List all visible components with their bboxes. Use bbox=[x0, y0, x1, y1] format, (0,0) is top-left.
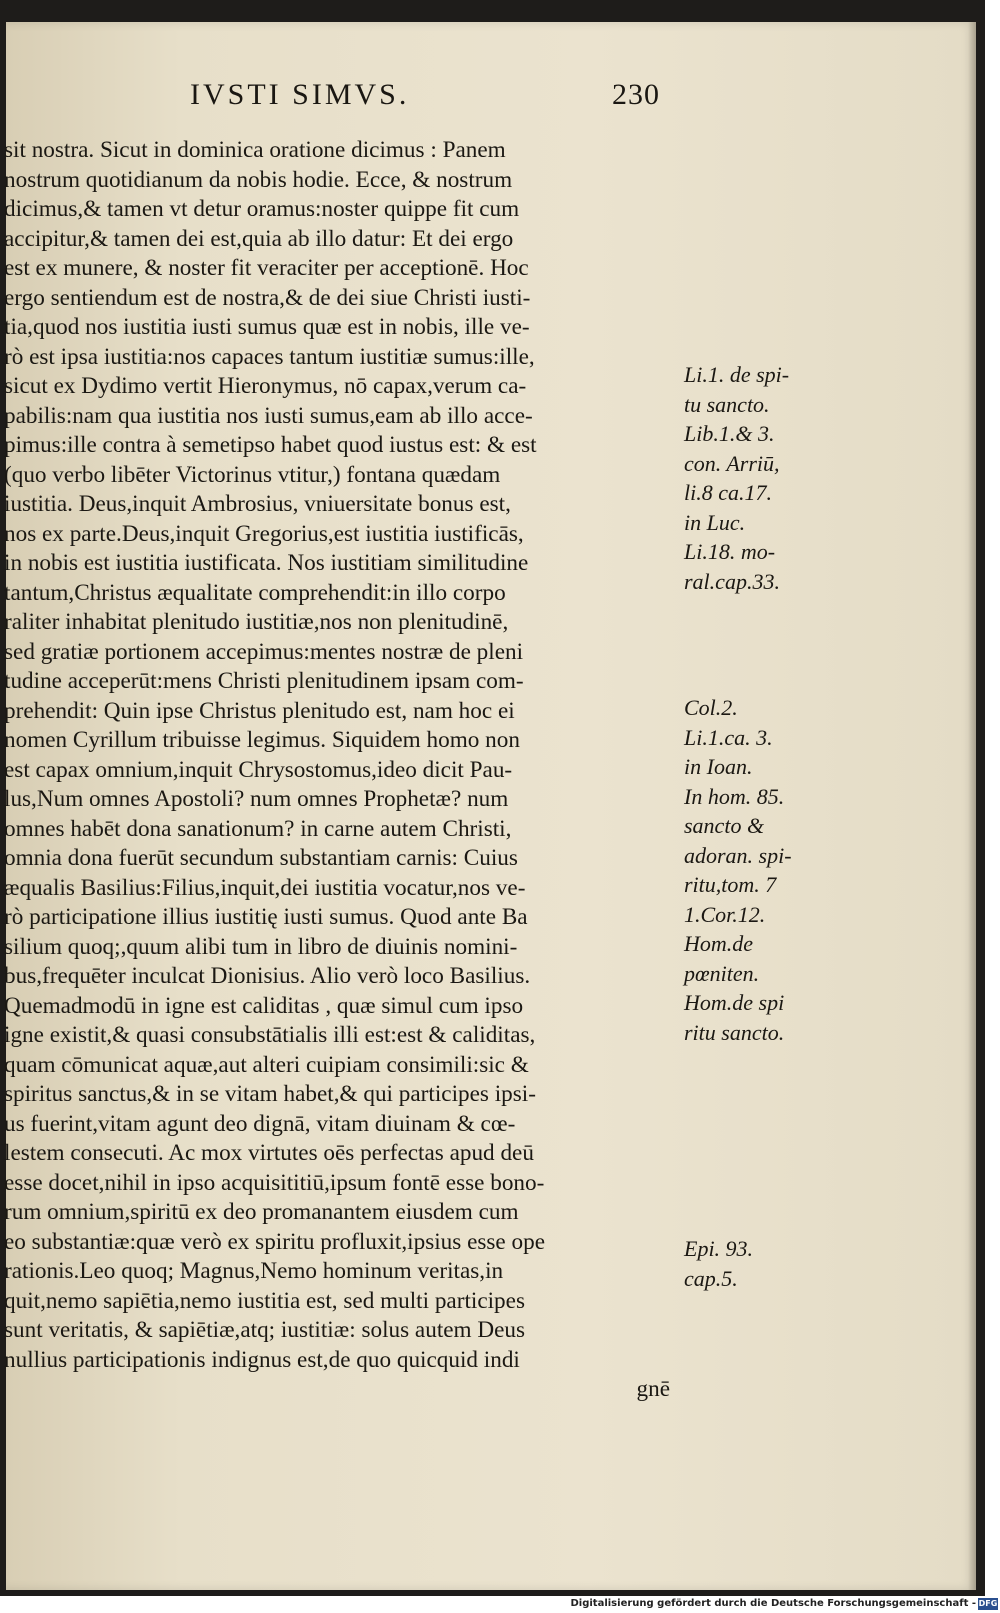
text-line: Quemadmodū in igne est caliditas , quæ simul cum ipso bbox=[4, 992, 524, 1019]
text-line: bus,frequēter inculcat Dionisius. Alio verò loco Basilius. bbox=[4, 963, 531, 989]
margin-note-group bbox=[684, 693, 834, 1047]
text-line: lestem consecuti. Ac mox virtutes oēs perfectas apud deū bbox=[4, 1140, 534, 1166]
margin-note: In hom. 85. bbox=[684, 783, 785, 809]
text-line: sit nostra. Sicut in dominica oratione dicimus : Panem bbox=[4, 137, 506, 163]
text-line: sed gratiæ portionem accepimus:mentes nostræ de pleni bbox=[4, 638, 524, 665]
text-line: prehendit: Quin ipse Christus plenitudo est, nam hoc ei bbox=[4, 697, 515, 724]
text-line: est capax omnium,inquit Chrysostomus,ideo dicit Pau- bbox=[4, 756, 513, 783]
text-line: æqualis Basilius:Filius,inquit,dei iustitia vocatur,nos ve- bbox=[4, 874, 526, 901]
margin-note: Li.1. de spi- bbox=[684, 362, 790, 387]
text-line: sunt veritatis, & sapiētiæ,atq; iustitiæ: solus autem Deus bbox=[4, 1317, 526, 1343]
margin-note: Epi. 93. bbox=[684, 1236, 754, 1261]
margin-note: tu sancto. bbox=[684, 391, 770, 417]
text-line: omnia dona fuerūt secundum substantiam carnis: Cuius bbox=[4, 845, 518, 871]
text-line: ergo sentiendum est de nostra,& de dei siue Christi iusti- bbox=[4, 284, 531, 311]
text-line: tantum,Christus æqualitate comprehendit:in illo corpo bbox=[4, 579, 506, 606]
text-line: igne existit,& quasi consubstātialis illi est:est & caliditas, bbox=[4, 1022, 536, 1048]
margin-note: sancto & bbox=[684, 813, 765, 838]
text-line: est ex munere, & noster fit veraciter per acceptionē. Hoc bbox=[4, 255, 529, 281]
text-line: rò est ipsa iustitia:nos capaces tantum iustitiæ sumus:ille, bbox=[4, 343, 535, 370]
text-line: nos ex parte.Deus,inquit Gregorius,est iustitia iustificās, bbox=[4, 520, 524, 547]
text-line: nullius participationis indignus est,de quo quicquid indi bbox=[4, 1346, 520, 1373]
text-line: iustitia. Deus,inquit Ambrosius, vniuersitate bonus est, bbox=[4, 491, 511, 517]
text-line: raliter inhabitat plenitudo iustitiæ,nos non plenitudinē, bbox=[4, 609, 509, 635]
margin-note-group bbox=[684, 1234, 834, 1293]
margin-note: in Luc. bbox=[684, 509, 746, 535]
text-line: pimus:ille contra à semetipso habet quod iustus est: & est bbox=[4, 432, 537, 458]
text-line: tudine acceperūt:mens Christi plenitudinem ipsam com- bbox=[4, 668, 524, 694]
running-title: IVSTI SIMVS. bbox=[190, 78, 410, 111]
text-line: in nobis est iustitia iustificata. Nos iustitiam similitudine bbox=[4, 550, 529, 576]
dfg-logo: DFG bbox=[978, 1599, 998, 1608]
text-line: lus,Num omnes Apostoli? num omnes Prophetæ? num bbox=[4, 786, 509, 812]
text-line: omnes habēt dona sanationum? in carne autem Christi, bbox=[4, 815, 512, 842]
margin-note: Lib.1.& 3. bbox=[684, 421, 775, 446]
margin-note: ritu,tom. 7 bbox=[684, 872, 777, 897]
text-line: nostrum quotidianum da nobis hodie. Ecce, & nostrum bbox=[4, 166, 513, 193]
text-line: us fuerint,vitam agunt deo dignā, vitam diuinam & cœ- bbox=[4, 1110, 516, 1137]
margin-note: 1.Cor.12. bbox=[684, 901, 766, 927]
text-line: quam cōmunicat aquæ,aut alteri cuipiam consimili:sic & bbox=[4, 1051, 529, 1078]
text-line: rum omnium,spiritū ex deo promanantem eiusdem cum bbox=[4, 1199, 519, 1225]
text-line: dicimus,& tamen vt detur oramus:noster quippe fit cum bbox=[4, 196, 520, 222]
text-line: rò participatione illius iustitię iusti sumus. Quod ante Ba bbox=[4, 904, 528, 930]
page-edge-shadow bbox=[968, 22, 976, 1590]
margin-note: con. Arriū, bbox=[684, 450, 780, 476]
margin-note: Li.18. mo- bbox=[684, 539, 776, 564]
text-line: esse docet,nihil in ipso acquisititiū,ipsum fontē esse bono- bbox=[4, 1169, 545, 1196]
text-line: silium quoq;,quum alibi tum in libro de diuinis nomini- bbox=[4, 933, 518, 960]
margin-note: ral.cap.33. bbox=[684, 568, 780, 594]
text-line: pabilis:nam qua iustitia nos iusti sumus,eam ab illo acce- bbox=[4, 402, 533, 429]
margin-note: in Ioan. bbox=[684, 754, 753, 779]
margin-note: li.8 ca.17. bbox=[684, 480, 772, 505]
margin-note: adoran. spi- bbox=[684, 842, 792, 868]
digitization-footer bbox=[0, 1596, 1000, 1613]
text-line: eo substantiæ:quæ verò ex spiritu profluxit,ipsius esse ope bbox=[4, 1228, 545, 1255]
margin-note: ritu sancto. bbox=[684, 1019, 785, 1045]
margin-note: Hom.de spi bbox=[684, 990, 785, 1015]
funding-credit: Digitalisierung gefördert durch die Deutsche Forschungsgemeinschaft - bbox=[570, 1598, 976, 1609]
text-line: tia,quod nos iustitia iusti sumus quæ est in nobis, ille ve- bbox=[4, 314, 530, 340]
margin-note-group bbox=[684, 360, 834, 596]
text-line: rationis.Leo quoq; Magnus,Nemo hominum veritas,in bbox=[4, 1258, 504, 1284]
margin-note: pœniten. bbox=[684, 960, 760, 986]
margin-note: cap.5. bbox=[684, 1265, 738, 1291]
main-text-column bbox=[4, 136, 676, 1405]
text-line: sicut ex Dydimo vertit Hieronymus, nō capax,verum ca- bbox=[4, 373, 527, 399]
catchword: gnē bbox=[636, 1376, 670, 1402]
text-line: nomen Cyrillum tribuisse legimus. Siquidem homo non bbox=[4, 727, 520, 753]
text-line: spiritus sanctus,& in se vitam habet,& qui participes ipsi- bbox=[4, 1081, 536, 1107]
margin-note: Col.2. bbox=[684, 695, 738, 720]
margin-note: Li.1.ca. 3. bbox=[684, 724, 773, 750]
text-line: accipitur,& tamen dei est,quia ab illo datur: Et dei ergo bbox=[4, 225, 514, 252]
text-line: (quo verbo libēter Victorinus vtitur,) fontana quædam bbox=[4, 461, 501, 488]
page-number: 230 bbox=[612, 78, 660, 111]
text-line: quit,nemo sapiētia,nemo iustitia est, sed multi participes bbox=[4, 1287, 525, 1314]
margin-note: Hom.de bbox=[684, 931, 754, 956]
